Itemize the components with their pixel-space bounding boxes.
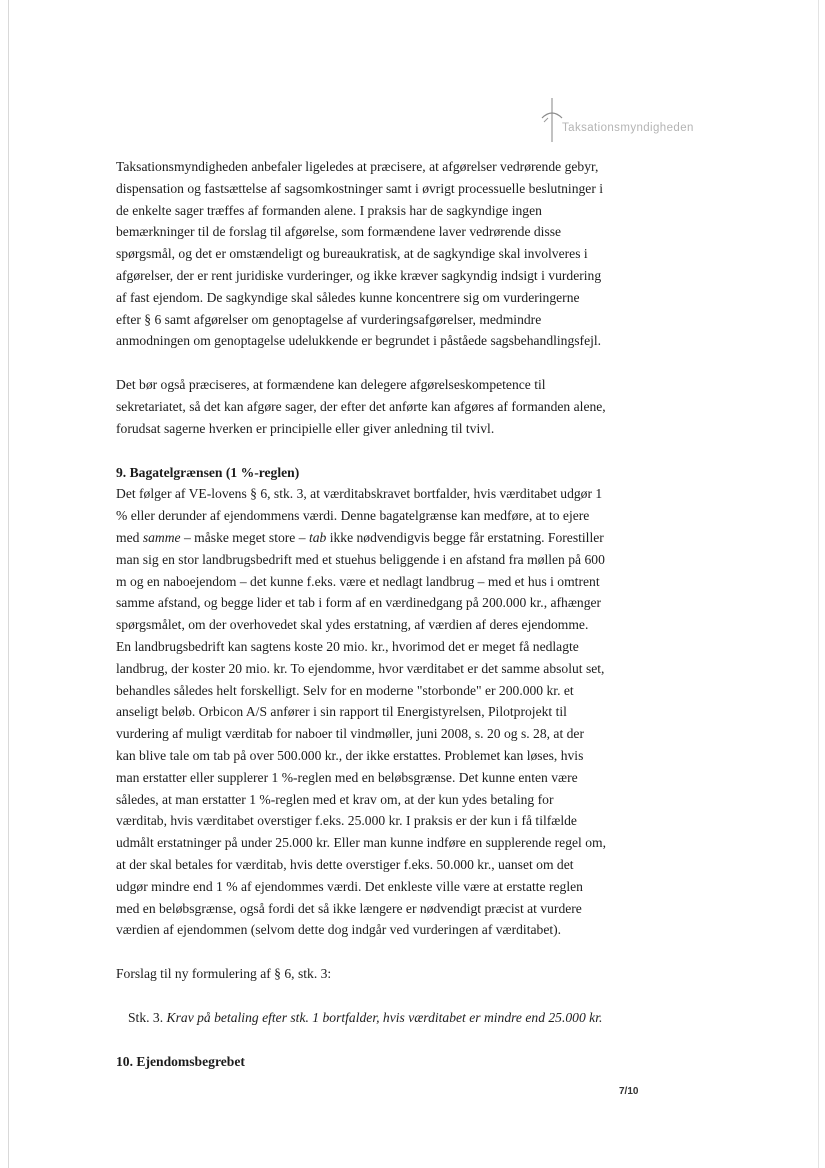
- page-edge-left: [8, 0, 9, 1168]
- section-9-heading: 9. Bagatelgrænsen (1 %-reglen): [116, 464, 300, 480]
- page-edge-right: [818, 0, 819, 1168]
- section-9-text-c: ikke nødvendigvis begge får erstatning. Forestiller man sig en stor landbrugsbedrift med et stuehus beliggende i en afstand fra møllen på 600 m og en naboejendom – det kunne f.eks. være et nedlagt landbrug – med et hus i omtrent samme afstand, og begge lider et tab i form af en værdinedgang på 200.000 kr., afhænger spørgsmålet, om der overhovedet skal ydes erstatning, af værdien af deres ejendomme. En landbrugsbedrift kan sagtens koste 20 mio. kr., hvorimod det er meget få nedlagte landbrug, der koster 20 mio. kr. To ejendomme, hvor værditabet er det samme absolut set, behandles således helt forskelligt. Selv for en moderne "storbonde" er 200.000 kr. et anseligt beløb. Orbicon A/S anfører i sin rapport til Energistyrelsen, Pilotprojekt til vurdering af muligt værditab for naboer til vindmøller, juni 2008, s. 20 og s. 28, at der kan blive tale om tab på over 500.000 kr., der ikke erstattes. Problemet kan løses, hvis man erstatter eller supplerer 1 %-reglen med en beløbsgrænse. Det kunne enten være således, at man erstatter 1 %-reglen med et krav om, at der kun ydes betaling for værditab, hvis værditabet overstiger f.eks. 25.000 kr. I praksis er der kun i få tilfælde udmålt erstatninger på under 25.000 kr. Eller man kunne indføre en supplerende regel om, at der skal betales for værditab, hvis dette overstiger f.eks. 50.000 kr., uanset om det udgør mindre end 1 % af ejendommes værdi. Det enkleste ville være at erstatte reglen med en beløbsgrænse, også fordi det så ikke længere er nødvendigt præcist at vurdere værdien af ejendommen (selvom dette dog indgår ved vurderingen af værditabet).: [116, 529, 606, 938]
- proposal-label: Stk. 3.: [128, 1009, 164, 1025]
- section-9-text-a: Det følger af VE-lovens § 6, stk. 3, at værditabskravet bortfalder, hvis værditabet udgør 1 % eller derunder af ejendommens værdi. Denne bagatelgrænse kan medføre, at to ejere med: [116, 486, 603, 545]
- proposal-text: Krav på betaling efter stk. 1 bortfalder, hvis værditabet er mindre end 25.000 kr.: [166, 1009, 603, 1025]
- document-body: [116, 156, 606, 1072]
- section-9-emph-samme: samme: [142, 529, 181, 545]
- section-9-text-b: – måske meget store –: [180, 529, 309, 545]
- page-number: 7/10: [619, 1086, 639, 1097]
- section-10-heading: 10. Ejendomsbegrebet: [116, 1053, 245, 1069]
- intro-paragraph-1: Taksationsmyndigheden anbefaler ligeledes at præcisere, at afgørelser vedrørende gebyr, dispensation og fastsættelse af sagsomkostninger samt i øvrigt processuelle beslutninger i de enkelte sager træffes af formanden alene. I praksis har de sagkyndige ingen bemærkninger til de forslag til afgørelse, som formændene laver vedrørende disse spørgsmål, og det er omstændeligt og bureaukratisk, at de sagkyndige skal involveres i afgørelser, der er rent juridiske vurderinger, og ikke kræver sagkyndig indsigt i vurdering af fast ejendom. De sagkyndige skal således kunne koncentrere sig om vurderingerne efter § 6 samt afgørelser om genoptagelse af vurderingsafgørelser, medmindre anmodningen om genoptagelse udelukkende er begrundet i påståede sagsbehandlingsfejl.: [116, 159, 604, 349]
- section-9-emph-tab: tab: [308, 529, 327, 545]
- logo-text: Taksationsmyndigheden: [562, 122, 694, 134]
- proposal-text-block: [116, 1007, 606, 1029]
- intro-paragraph-2: Det bør også præciseres, at formændene kan delegere afgørelseskompetence til sekretariatet, så det kan afgøre sager, der efter det anførte kan afgøres af formanden alene, forudsat sagerne hverken er principielle eller giver anledning til tvivl.: [116, 377, 606, 436]
- logo-mark-icon: [540, 98, 570, 143]
- proposal-intro: Forslag til ny formulering af § 6, stk. 3:: [116, 966, 332, 982]
- section-9-body: [116, 483, 606, 941]
- taksationsmyndigheden-logo: [540, 98, 710, 143]
